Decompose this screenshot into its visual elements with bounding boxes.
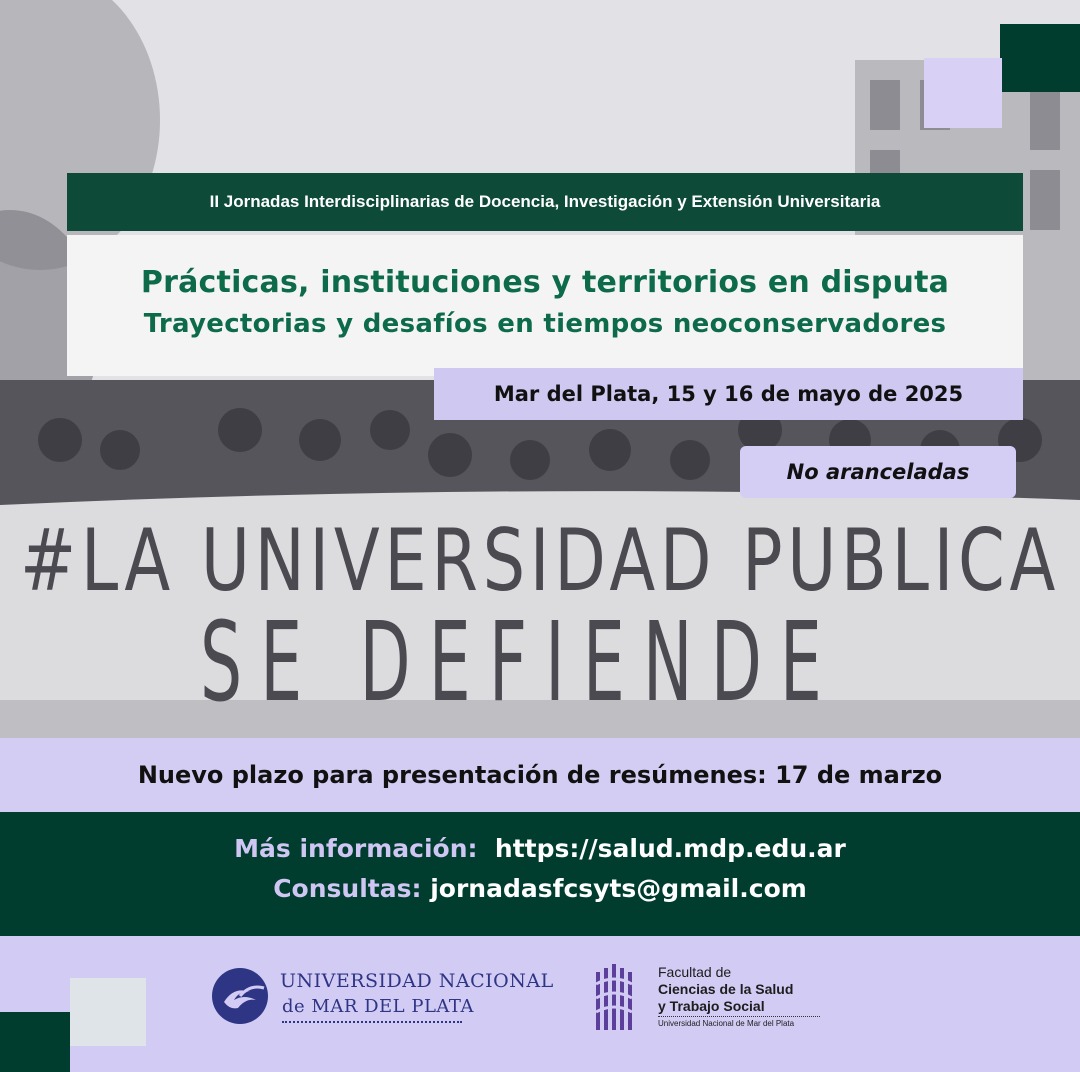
more-info-line — [0, 834, 1080, 863]
banner-text-2: SE DEFIENDE — [200, 598, 840, 726]
unmdp-wave-icon — [210, 966, 270, 1026]
faculty-line-3: y Trabajo Social — [658, 998, 765, 1014]
unmdp-name-line-2: de MAR DEL PLATA — [282, 996, 474, 1017]
subtitle: Trayectorias y desafíos en tiempos neoconservadores — [143, 309, 947, 339]
faculty-university-caption: Universidad Nacional de Mar del Plata — [658, 1019, 795, 1028]
faculty-line-1: Facultad de — [658, 964, 732, 980]
faculty-emblem-icon — [594, 964, 640, 1032]
title-box — [67, 235, 1023, 376]
faculty-dotted-rule — [658, 1016, 820, 1017]
unmdp-logo-block — [210, 966, 554, 1036]
decor-square-lilac — [924, 58, 1002, 128]
event-series-band: II Jornadas Interdisciplinarias de Docencia, Investigación y Extensión Universitaria — [67, 173, 1023, 231]
contact-line — [0, 874, 1080, 903]
footer — [0, 936, 1080, 1072]
decor-square-grey — [70, 978, 146, 1046]
decor-square-green — [1000, 24, 1080, 92]
event-date: Mar del Plata, 15 y 16 de mayo de 2025 — [434, 368, 1023, 420]
info-band — [0, 812, 1080, 936]
decor-square-green-bottom — [0, 1012, 70, 1072]
banner-text-1: #LA UNIVERSIDAD PUBLICA — [20, 511, 1060, 611]
unmdp-name-line-1: UNIVERSIDAD NACIONAL — [280, 970, 554, 992]
unmdp-dotted-rule — [282, 1021, 462, 1023]
main-title: Prácticas, instituciones y territorios en disputa — [140, 265, 950, 300]
contact-label: Consultas: — [273, 874, 422, 903]
faculty-line-2: Ciencias de la Salud — [658, 981, 794, 997]
faculty-logo-block — [594, 962, 834, 1034]
website-link[interactable]: https://salud.mdp.edu.ar — [494, 834, 846, 863]
fee-badge: No aranceladas — [740, 446, 1016, 498]
contact-email-link[interactable]: jornadasfcsyts@gmail.com — [430, 874, 807, 903]
more-info-label: Más información: — [234, 834, 478, 863]
deadline-band: Nuevo plazo para presentación de resúmenes: 17 de marzo — [0, 738, 1080, 812]
